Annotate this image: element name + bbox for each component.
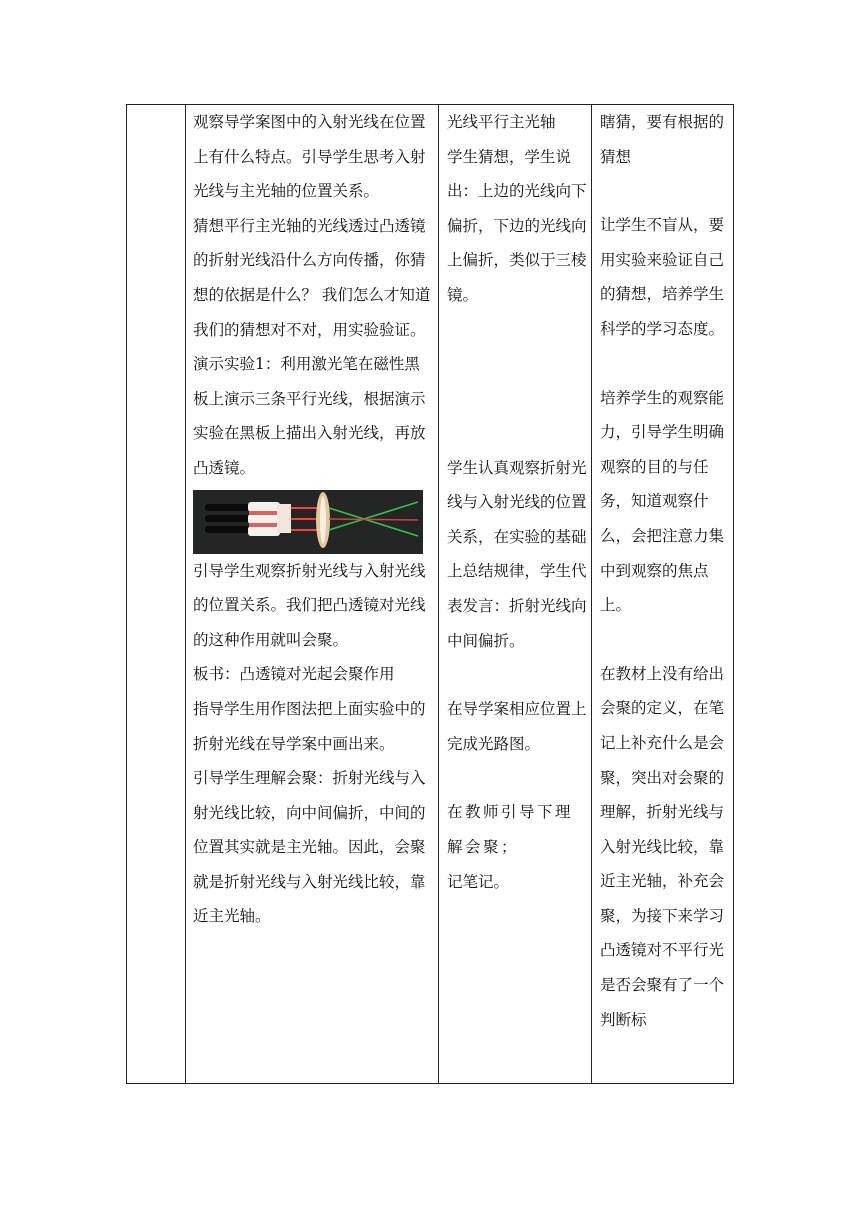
- design-intent-column: [591, 105, 735, 1083]
- teacher-text-guess: 猜想平行主光轴的光线透过凸透镜的折射光线沿什么方向传播，你猜想的依据是什么？ 我们怎么才知道我们的猜想对不对，用实验验证。: [193, 216, 431, 339]
- teacher-text-board: 板书：凸透镜对光起会聚作用: [193, 665, 395, 684]
- intent-text-observe: 培养学生的观察能力，引导学生明确观察的目的与任务，知道观察什么，会把注意力集中到观察的焦点上。: [600, 388, 725, 615]
- teacher-text-demo: 演示实验1：利用激光笔在磁性黑板上演示三条平行光线，根据演示实验在黑板上描出入射光线，再放凸透镜。: [193, 355, 426, 477]
- student-text-draw: 在导学案相应位置上完成光路图。: [447, 700, 587, 753]
- student-text-guess: 学生猜想，学生说出：上边的光线向下偏折，下边的光线向上偏折，类似于三棱镜。: [447, 147, 587, 304]
- spacer: [447, 313, 587, 382]
- teacher-text-observe: 观察导学案图中的入射光线在位置上有什么特点。引导学生思考入射光线与主光轴的位置关系。: [193, 113, 426, 201]
- intent-text-verify: 让学生不盲从，要用实验来验证自己的猜想，培养学生科学的学习态度。: [600, 216, 725, 338]
- student-text-parallel: 光线平行主光轴: [447, 113, 556, 131]
- intent-text-guess: 瞎猜，要有根据的猜想: [600, 113, 725, 166]
- laser-lens-experiment-photo: [193, 490, 423, 554]
- teacher-text-convergence: 引导学生观察折射光线与入射光线的位置关系。我们把凸透镜对光线的这种作用就叫会聚。: [193, 561, 426, 649]
- student-text-observe: 学生认真观察折射光线与入射光线的位置关系，在实验的基础上总结规律，学生代表发言：折射光线向中间偏折。: [447, 458, 587, 650]
- student-activity-column: [438, 105, 591, 1083]
- student-text-understand: 在教师引导下理解会聚；: [447, 803, 574, 856]
- teacher-activity-column: [185, 105, 438, 1083]
- student-text-notes: 记笔记。: [447, 872, 510, 891]
- lesson-plan-table: [126, 104, 734, 1084]
- intent-text-definition: 在教材上没有给出会聚的定义，在笔记上补充什么是会聚，突出对会聚的理解，折射光线与入射光线比较，靠近主光轴，补充会聚，为接下来学习凸透镜对不平行光是否会聚有了一个判断标: [600, 664, 725, 1029]
- teacher-text-understand: 引导学生理解会聚：折射光线与入射光线比较，向中间偏折，中间的位置其实就是主光轴。因此，会聚就是折射光线与入射光线比较，靠近主光轴。: [193, 769, 426, 926]
- teacher-text-drawing: 指导学生用作图法把上面实验中的折射光线在导学案中画出来。: [193, 699, 426, 753]
